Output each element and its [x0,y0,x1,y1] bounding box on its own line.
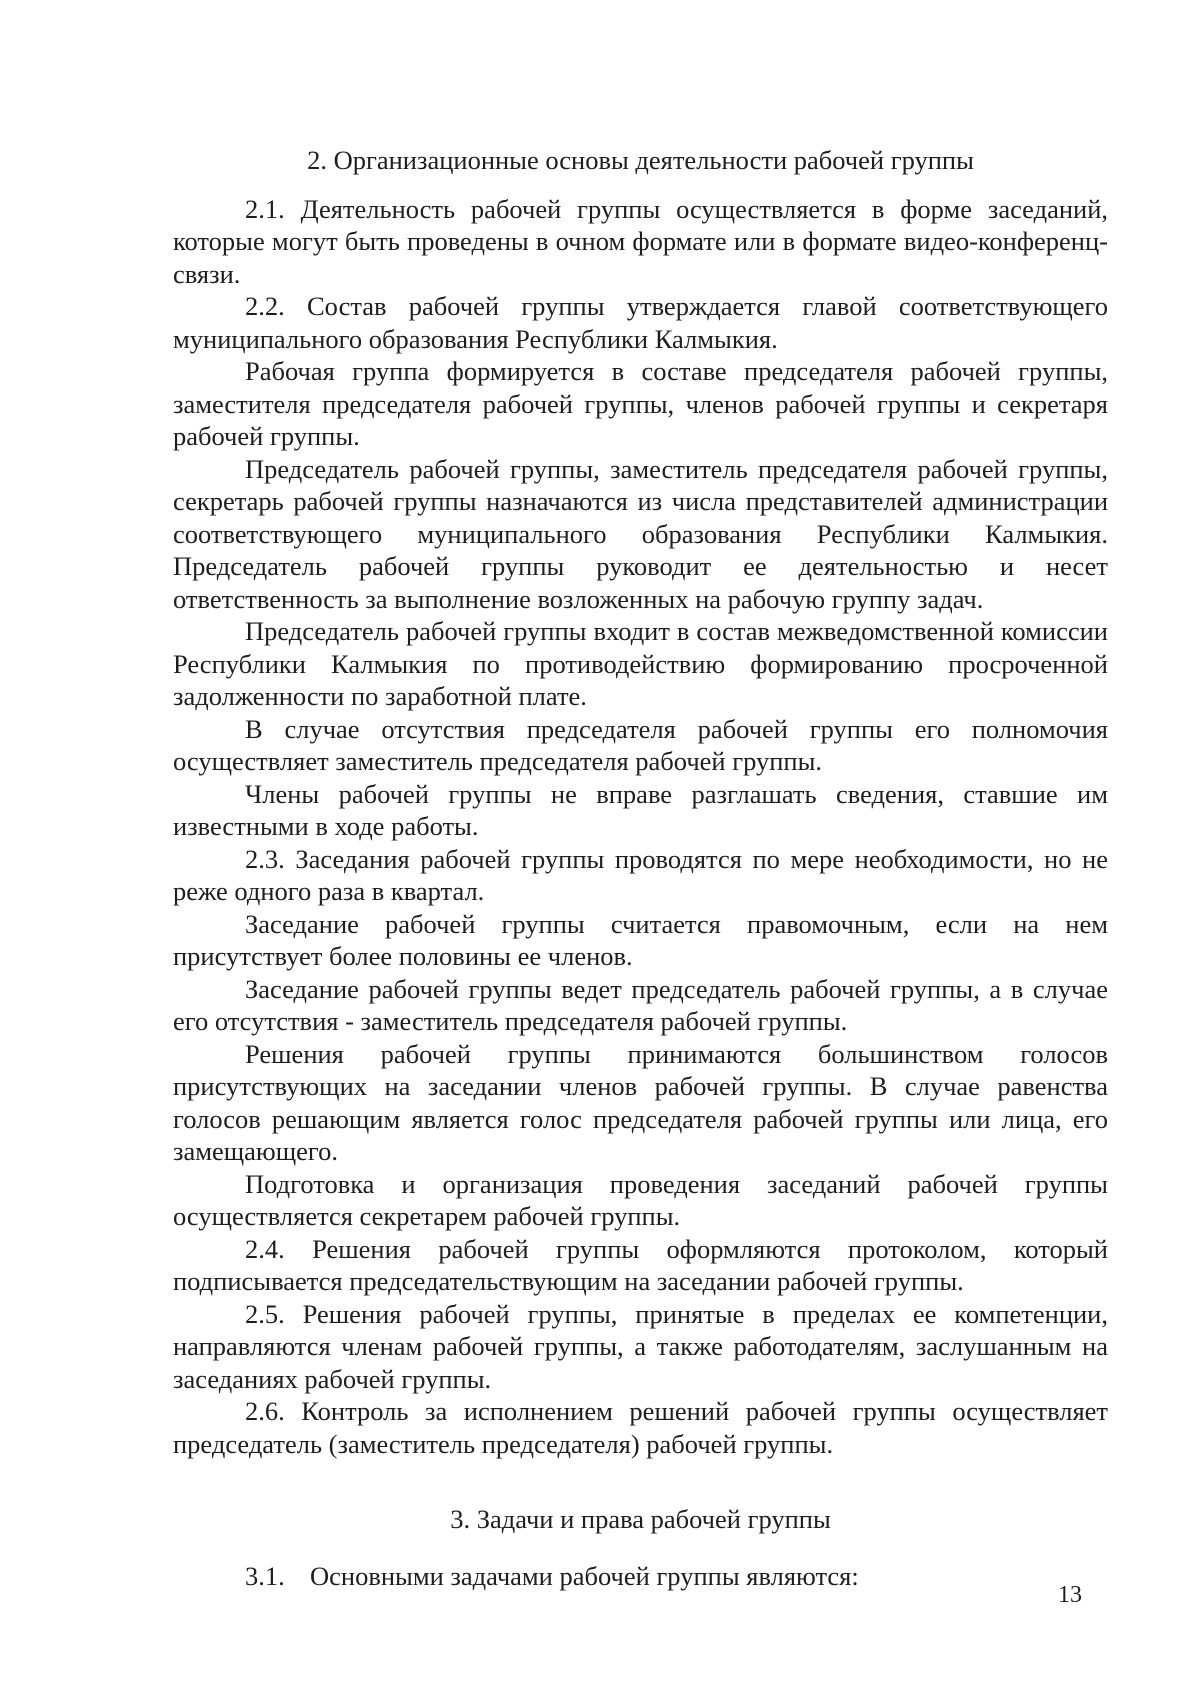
page-number: 13 [1058,1582,1082,1608]
paragraph-meeting-chair: Заседание рабочей группы ведет председатель рабочей группы, а в случае его отсутствия - заместитель председателя рабочей группы. [173,973,1108,1036]
paragraph-chairman-absence: В случае отсутствия председателя рабочей группы его полномочия осуществляет заместитель председателя рабочей группы. [173,713,1108,776]
paragraph-2-6: 2.6. Контроль за исполнением решений рабочей группы осуществляет председатель (заместитель председателя) рабочей группы. [173,1396,1108,1459]
item-text: Основными задачами рабочей группы являются: [310,1560,859,1591]
paragraph-2-4: 2.4. Решения рабочей группы оформляются протоколом, который подписывается председательствующим на заседании рабочей группы. [173,1233,1108,1296]
paragraph-composition: Рабочая группа формируется в составе председателя рабочей группы, заместителя председателя рабочей группы, членов рабочей группы и секретаря рабочей группы. [173,356,1108,451]
paragraph-2-1: 2.1. Деятельность рабочей группы осуществляется в форме заседаний, которые могут быть проведены в очном формате или в формате видео-конференц-связи. [173,193,1108,289]
paragraph-2-5: 2.5. Решения рабочей группы, принятые в пределах ее компетенции, направляются членам рабочей группы, а также работодателям, заслушанным на заседаниях рабочей группы. [173,1298,1108,1394]
paragraph-voting: Решения рабочей группы принимаются большинством голосов присутствующих на заседании членов рабочей группы. В случае равенства голосов решающим является голос председателя рабочей группы или лица, его замещающего. [173,1038,1108,1166]
section-2-heading: 2. Организационные основы деятельности рабочей группы [307,145,974,175]
paragraph-secretary: Подготовка и организация проведения заседаний рабочей группы осуществляется секретарем рабочей группы. [173,1168,1108,1231]
paragraph-confidentiality: Члены рабочей группы не вправе разглашать сведения, ставшие им известными в ходе работы. [173,778,1108,841]
paragraph-3-1 [173,1560,1108,1593]
paragraph-2-3: 2.3. Заседания рабочей группы проводятся по мере необходимости, но не реже одного раза в квартал. [173,843,1108,906]
section-3-heading: 3. Задачи и права рабочей группы [450,1504,831,1534]
paragraph-quorum: Заседание рабочей группы считается правомочным, если на нем присутствует более половины ее членов. [173,908,1108,971]
paragraph-chairman-commission: Председатель рабочей группы входит в состав межведомственной комиссии Республики Калмыкия по противодействию формированию просроченной задолженности по заработной плате. [173,616,1108,711]
document-body [173,144,1108,1592]
item-number: 3.1. [245,1560,285,1591]
paragraph-2-2: 2.2. Состав рабочей группы утверждается главой соответствующего муниципального образования Республики Калмыкия. [173,291,1108,354]
paragraph-chairman-appointment: Председатель рабочей группы, заместитель председателя рабочей группы, секретарь рабочей группы назначаются из числа представителей администрации соответствующего муниципального образования Республики Калмыкия. Председатель рабочей группы руководит ее деятельностью и несет ответственность за выполнение возложенных на рабочую группу задач. [173,453,1108,614]
